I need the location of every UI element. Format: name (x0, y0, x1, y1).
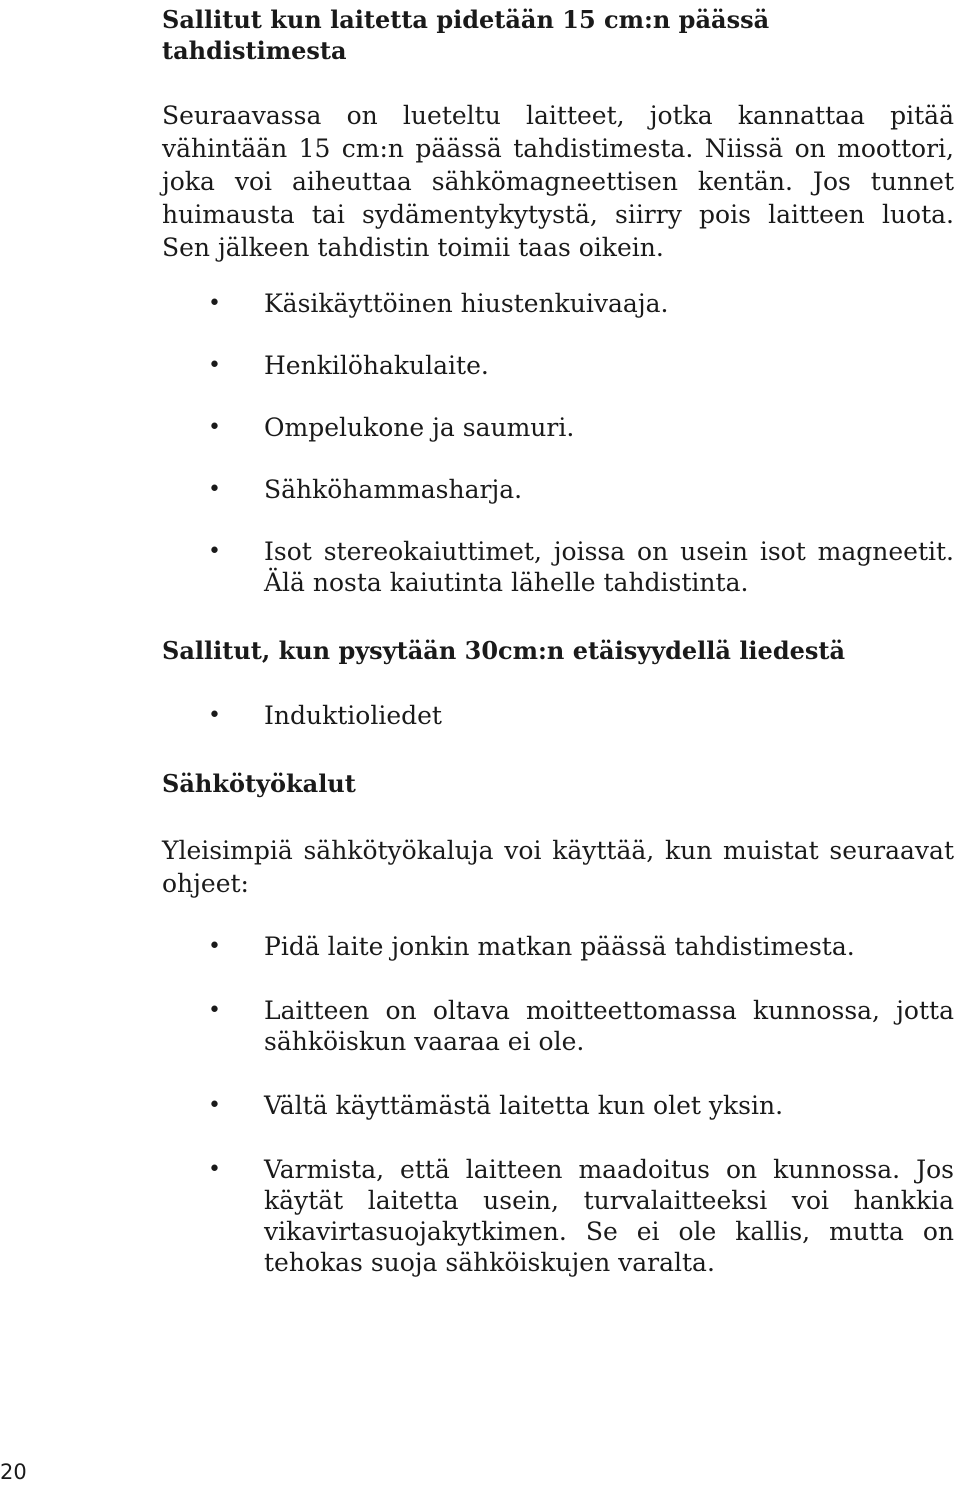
list-item-text: Laitteen on oltava moitteettomassa kunnossa, jotta sähköiskun vaaraa ei ole. (264, 996, 954, 1056)
device-list-15cm (162, 288, 954, 598)
list-item (162, 350, 954, 381)
list-item-text: Käsikäyttöinen hiustenkuivaaja. (264, 289, 669, 318)
list-item (162, 995, 954, 1057)
instruction-list-power-tools (162, 931, 954, 1278)
list-item-text: Pidä laite jonkin matkan päässä tahdistimesta. (264, 932, 855, 961)
bullet-icon: • (208, 934, 221, 959)
section-heading-power-tools: Sähkötyökalut (162, 769, 356, 798)
list-item-text: Ompelukone ja saumuri. (264, 413, 575, 442)
bullet-icon: • (208, 1093, 221, 1118)
bullet-icon: • (208, 353, 221, 378)
bullet-icon: • (208, 539, 221, 564)
document-page (162, 0, 954, 1278)
bullet-icon: • (208, 477, 221, 502)
list-item-text: Henkilöhakulaite. (264, 351, 489, 380)
device-list-30cm (162, 700, 954, 731)
list-item (162, 1154, 954, 1278)
bullet-icon: • (208, 291, 221, 316)
section-heading-15cm: Sallitut kun laitetta pidetään 15 cm:n päässä tahdistimesta (162, 5, 770, 65)
bullet-icon: • (208, 703, 221, 728)
section-intro-15cm: Seuraavassa on lueteltu laitteet, jotka kannattaa pitää vähintään 15 cm:n päässä tahdistimesta. Niissä on moottori, joka voi aiheuttaa sähkömagneettisen kentän. Jos tunnet huimausta tai sydämentykytystä, siirry pois laitteen luota. Sen jälkeen tahdistin toimii taas oikein. (162, 101, 954, 262)
list-item-text: Isot stereokaiuttimet, joissa on usein isot magneetit. Älä nosta kaiutinta lähelle tahdistinta. (264, 537, 954, 597)
list-item (162, 700, 954, 731)
list-item-text: Vältä käyttämästä laitetta kun olet yksin. (264, 1091, 784, 1120)
list-item-text: Sähköhammasharja. (264, 475, 523, 504)
list-item-text: Varmista, että laitteen maadoitus on kunnossa. Jos käytät laitetta usein, turvalaitteeksi voi hankkia vikavirtasuojakytkimen. Se ei ole kallis, mutta on tehokas suoja sähköiskujen varalta. (264, 1155, 954, 1277)
bullet-icon: • (208, 415, 221, 440)
list-item (162, 288, 954, 319)
section-intro-power-tools: Yleisimpiä sähkötyökaluja voi käyttää, kun muistat seuraavat ohjeet: (162, 836, 954, 898)
section-heading-30cm: Sallitut, kun pysytään 30cm:n etäisyydellä liedestä (162, 636, 846, 665)
bullet-icon: • (208, 1157, 221, 1182)
list-item (162, 931, 954, 962)
list-item (162, 1090, 954, 1121)
bullet-icon: • (208, 998, 221, 1023)
list-item (162, 536, 954, 598)
list-item-text: Induktioliedet (264, 701, 442, 730)
list-item (162, 474, 954, 505)
list-item (162, 412, 954, 443)
page-number: 20 (0, 1460, 27, 1484)
